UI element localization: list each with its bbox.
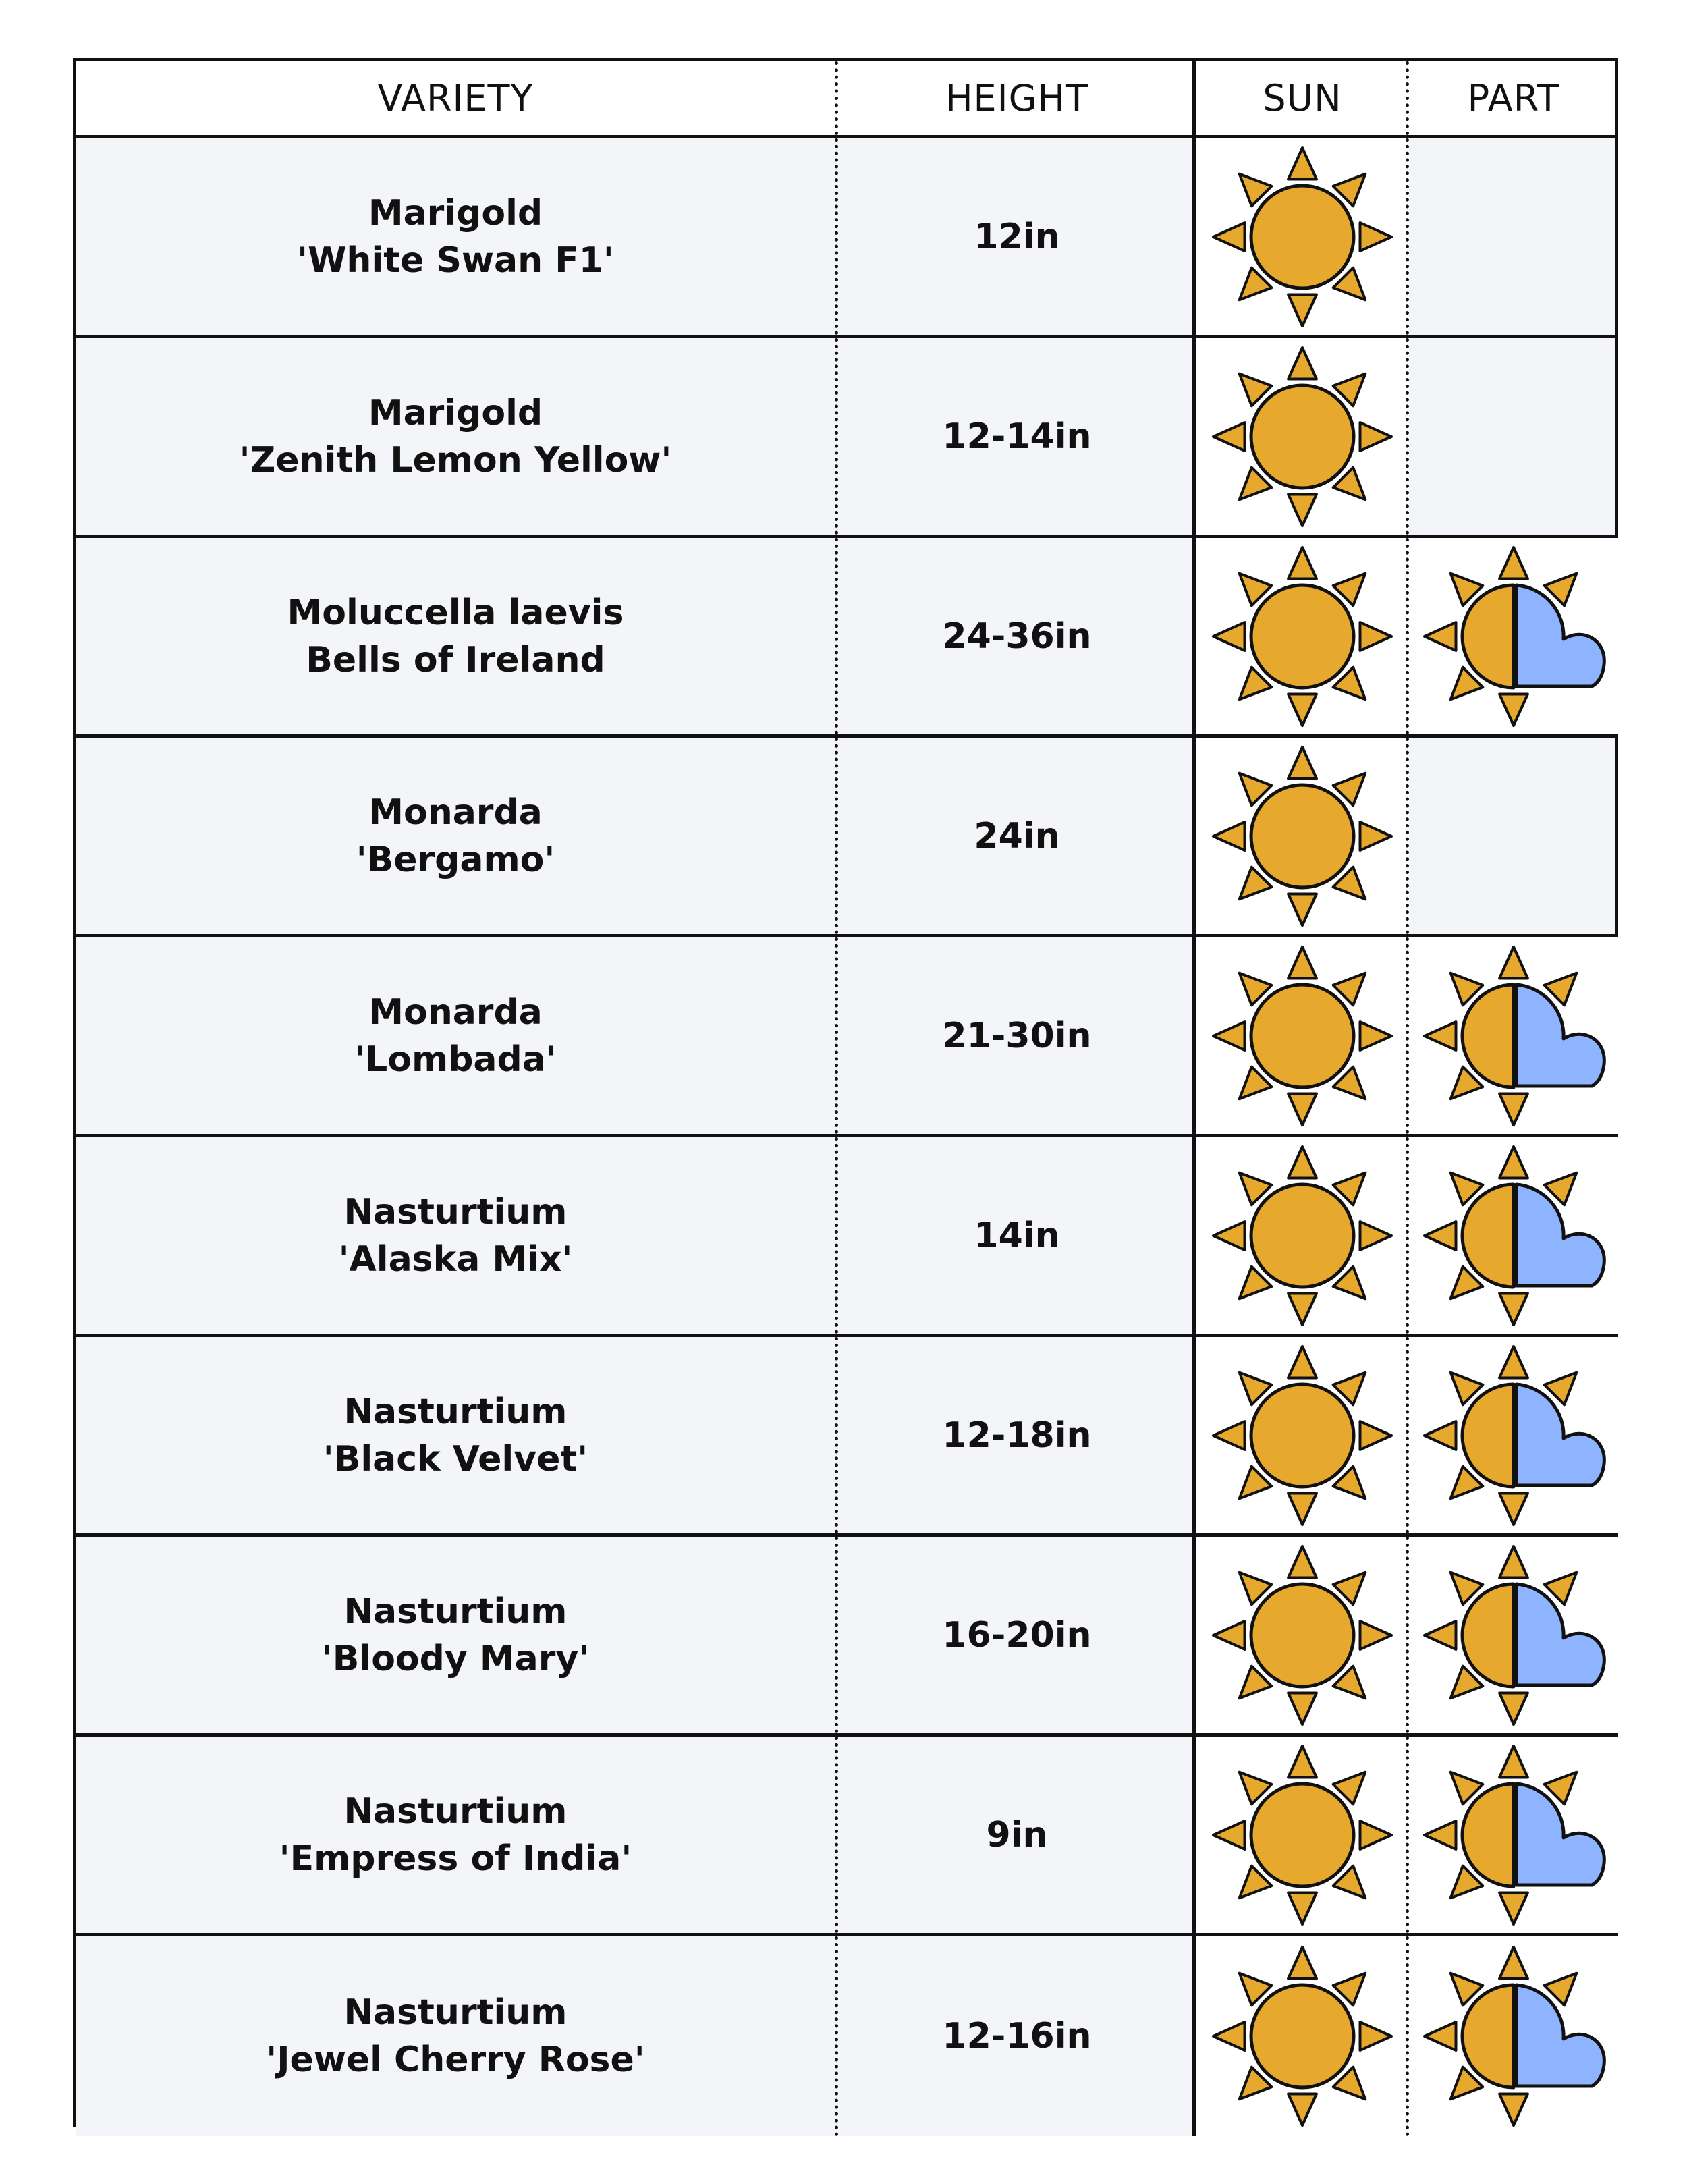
height-cell: 12-16in: [835, 1936, 1196, 2136]
part-cell: [1406, 1337, 1618, 1533]
height-cell: 24-36in: [835, 538, 1196, 734]
height-cell: 14in: [835, 1137, 1196, 1334]
part-cell: [1406, 138, 1618, 335]
variety-cell: [76, 1936, 835, 2136]
header-variety: VARIETY: [377, 77, 534, 119]
sun-cell: [1192, 1737, 1409, 1933]
full-sun-icon: [1208, 342, 1397, 531]
table-header-row: [76, 61, 1615, 138]
part-cell: [1406, 338, 1618, 535]
height-cell: 12in: [835, 138, 1196, 335]
part-sun-icon: [1419, 1541, 1608, 1730]
full-sun-icon: [1208, 542, 1397, 731]
variety-name: Marigold: [368, 192, 543, 234]
table-row: [76, 538, 1615, 738]
variety-name: Nasturtium: [343, 1191, 568, 1232]
sun-cell: [1192, 338, 1409, 535]
variety-name: Nasturtium: [343, 1791, 568, 1832]
part-sun-icon: [1419, 1341, 1608, 1530]
sun-cell: [1192, 1337, 1409, 1533]
variety-cell: [76, 138, 835, 335]
part-cell: [1406, 937, 1618, 1134]
variety-cultivar: 'Bergamo': [356, 839, 555, 880]
variety-cultivar: 'Empress of India': [279, 1838, 632, 1879]
table-row: [76, 338, 1615, 538]
full-sun-icon: [1208, 142, 1397, 331]
full-sun-icon: [1208, 742, 1397, 931]
height-cell: 9in: [835, 1737, 1196, 1933]
variety-cell: [76, 338, 835, 535]
variety-name: Monarda: [368, 792, 543, 833]
part-sun-icon: [1419, 941, 1608, 1130]
part-cell: [1406, 738, 1618, 934]
variety-cell: [76, 937, 835, 1134]
header-height: HEIGHT: [835, 61, 1196, 135]
part-cell: [1406, 1936, 1618, 2136]
header-sun: SUN: [1192, 61, 1409, 135]
table-row: [76, 1537, 1615, 1737]
variety-cell: [76, 1337, 835, 1533]
sun-cell: [1192, 1537, 1409, 1733]
sun-cell: [1192, 1137, 1409, 1334]
part-cell: [1406, 1537, 1618, 1733]
height-cell: 16-20in: [835, 1537, 1196, 1733]
variety-cell: [76, 1737, 835, 1933]
table-row: [76, 1137, 1615, 1337]
height-cell: 12-14in: [835, 338, 1196, 535]
full-sun-icon: [1208, 1341, 1397, 1530]
variety-name: Marigold: [368, 392, 543, 433]
variety-cultivar: 'Jewel Cherry Rose': [266, 2040, 645, 2080]
table-row: [76, 937, 1615, 1137]
variety-name: Nasturtium: [343, 1992, 568, 2033]
table-row: [76, 1936, 1615, 2136]
part-cell: [1406, 538, 1618, 734]
variety-name: Nasturtium: [343, 1591, 568, 1632]
height-cell: 21-30in: [835, 937, 1196, 1134]
part-sun-icon: [1419, 1141, 1608, 1330]
height-cell: 24in: [835, 738, 1196, 934]
sun-cell: [1192, 538, 1409, 734]
part-cell: [1406, 1137, 1618, 1334]
full-sun-icon: [1208, 1541, 1397, 1730]
sun-cell: [1192, 937, 1409, 1134]
variety-cultivar: 'Zenith Lemon Yellow': [239, 439, 672, 481]
variety-cultivar: 'Lombada': [354, 1039, 557, 1080]
variety-cell: [76, 1537, 835, 1733]
sun-cell: [1192, 1936, 1409, 2136]
table-row: [76, 738, 1615, 937]
table-row: [76, 1337, 1615, 1537]
full-sun-icon: [1208, 941, 1397, 1130]
full-sun-icon: [1208, 1141, 1397, 1330]
variety-cultivar: Bells of Ireland: [306, 639, 605, 680]
variety-name: Monarda: [368, 991, 543, 1033]
variety-cultivar: 'Bloody Mary': [321, 1638, 590, 1679]
table-row: [76, 138, 1615, 338]
variety-cell: [76, 538, 835, 734]
part-sun-icon: [1419, 1741, 1608, 1930]
variety-cultivar: 'Alaska Mix': [338, 1238, 573, 1280]
part-sun-icon: [1419, 1942, 1608, 2131]
height-cell: 12-18in: [835, 1337, 1196, 1533]
plant-table: [73, 58, 1618, 2127]
variety-cell: [76, 1137, 835, 1334]
table-row: [76, 1737, 1615, 1936]
part-cell: [1406, 1737, 1618, 1933]
part-sun-icon: [1419, 542, 1608, 731]
full-sun-icon: [1208, 1942, 1397, 2131]
header-part: PART: [1406, 61, 1618, 135]
sun-cell: [1192, 138, 1409, 335]
variety-cell: [76, 738, 835, 934]
sun-cell: [1192, 738, 1409, 934]
variety-name: Nasturtium: [343, 1391, 568, 1432]
full-sun-icon: [1208, 1741, 1397, 1930]
variety-name: Moluccella laevis: [287, 592, 624, 633]
variety-cultivar: 'Black Velvet': [323, 1438, 588, 1479]
variety-cultivar: 'White Swan F1': [297, 240, 614, 281]
